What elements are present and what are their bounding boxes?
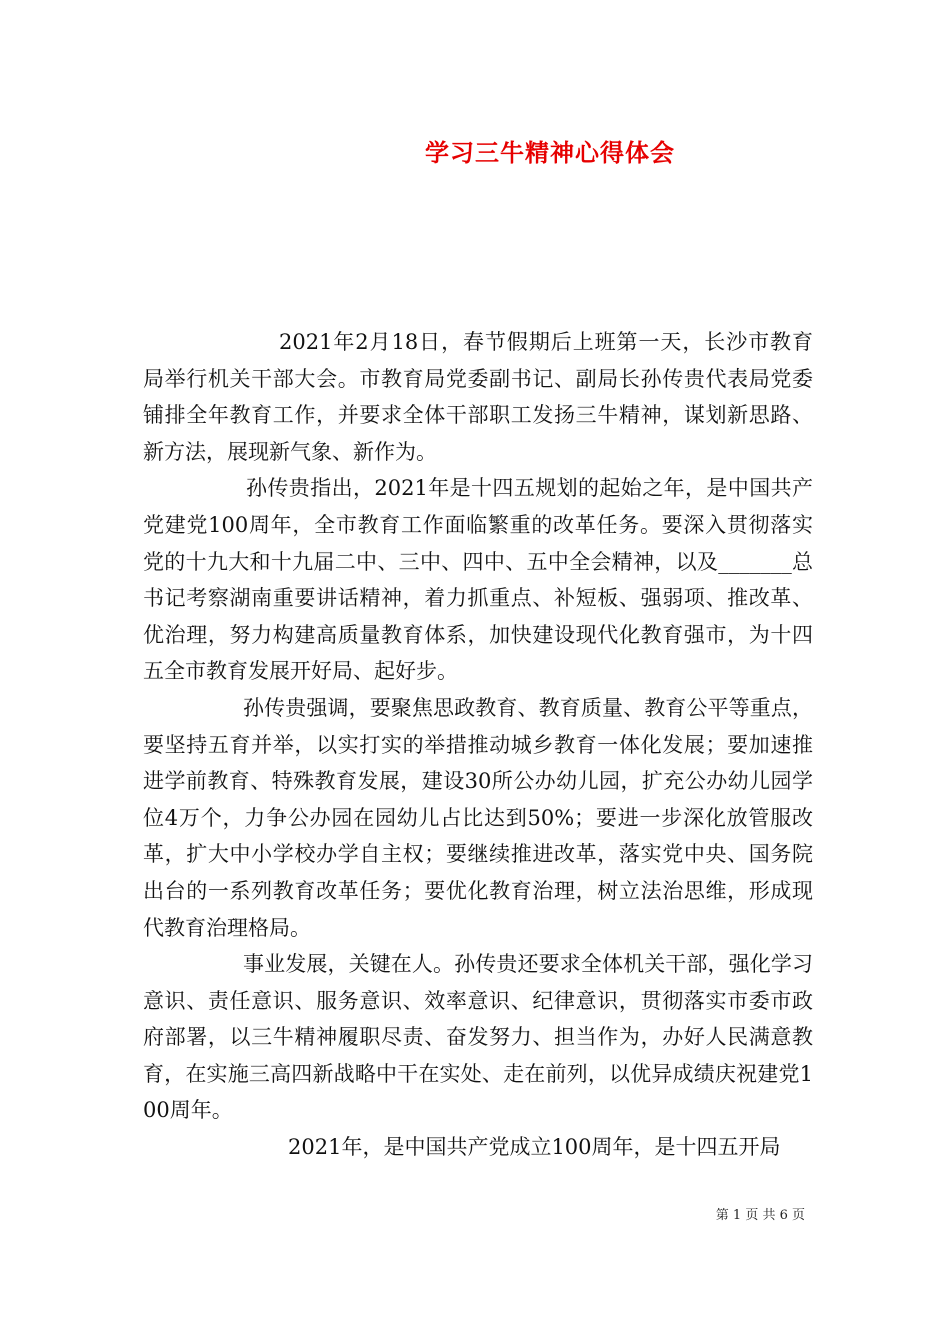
page-number-footer: 第 1 页 共 6 页 xyxy=(715,1208,805,1223)
paragraph-5: 2021年，是中国共产党成立100周年，是十四五开局 xyxy=(288,1135,781,1160)
paragraph-2: 孙传贵指出，2021年是十四五规划的起始之年，是中国共产党建党100周年，全市教育工作面临繁重的改革任务。要深入贯彻落实党的十九大和十九届二中、三中、四中、五中全会精神，以及_______总书记考察湖南重要讲话精神，着力抓重点、补短板、强弱项、推改革、优治理，努力构建高质量教育体系，加快建设现代化教育强市，为十四五全市教育发展开好局、起好步。 xyxy=(143,476,813,684)
paragraph-4: 事业发展，关键在人。孙传贵还要求全体机关干部，强化学习意识、责任意识、服务意识、效率意识、纪律意识，贯彻落实市委市政府部署，以三牛精神履职尽责、奋发努力、担当作为，办好人民满意教育，在实施三高四新战略中干在实处、走在前列，以优异成绩庆祝建党100周年。 xyxy=(143,952,813,1123)
document-title: 学习三牛精神心得体会 xyxy=(425,139,675,167)
document-body xyxy=(143,324,813,1166)
paragraph-1: 2021年2月18日，春节假期后上班第一天，长沙市教育局举行机关干部大会。市教育局党委副书记、副局长孙传贵代表局党委铺排全年教育工作，并要求全体干部职工发扬三牛精神，谋划新思路、新方法，展现新气象、新作为。 xyxy=(143,330,813,464)
paragraph-3: 孙传贵强调，要聚焦思政教育、教育质量、教育公平等重点，要坚持五育并举，以实打实的举措推动城乡教育一体化发展；要加速推进学前教育、特殊教育发展，建设30所公办幼儿园，扩充公办幼儿园学位4万个，力争公办园在园幼儿占比达到50%；要进一步深化放管服改革，扩大中小学校办学自主权；要继续推进改革，落实党中央、国务院出台的一系列教育改革任务；要优化教育治理，树立法治思维，形成现代教育治理格局。 xyxy=(143,695,813,940)
